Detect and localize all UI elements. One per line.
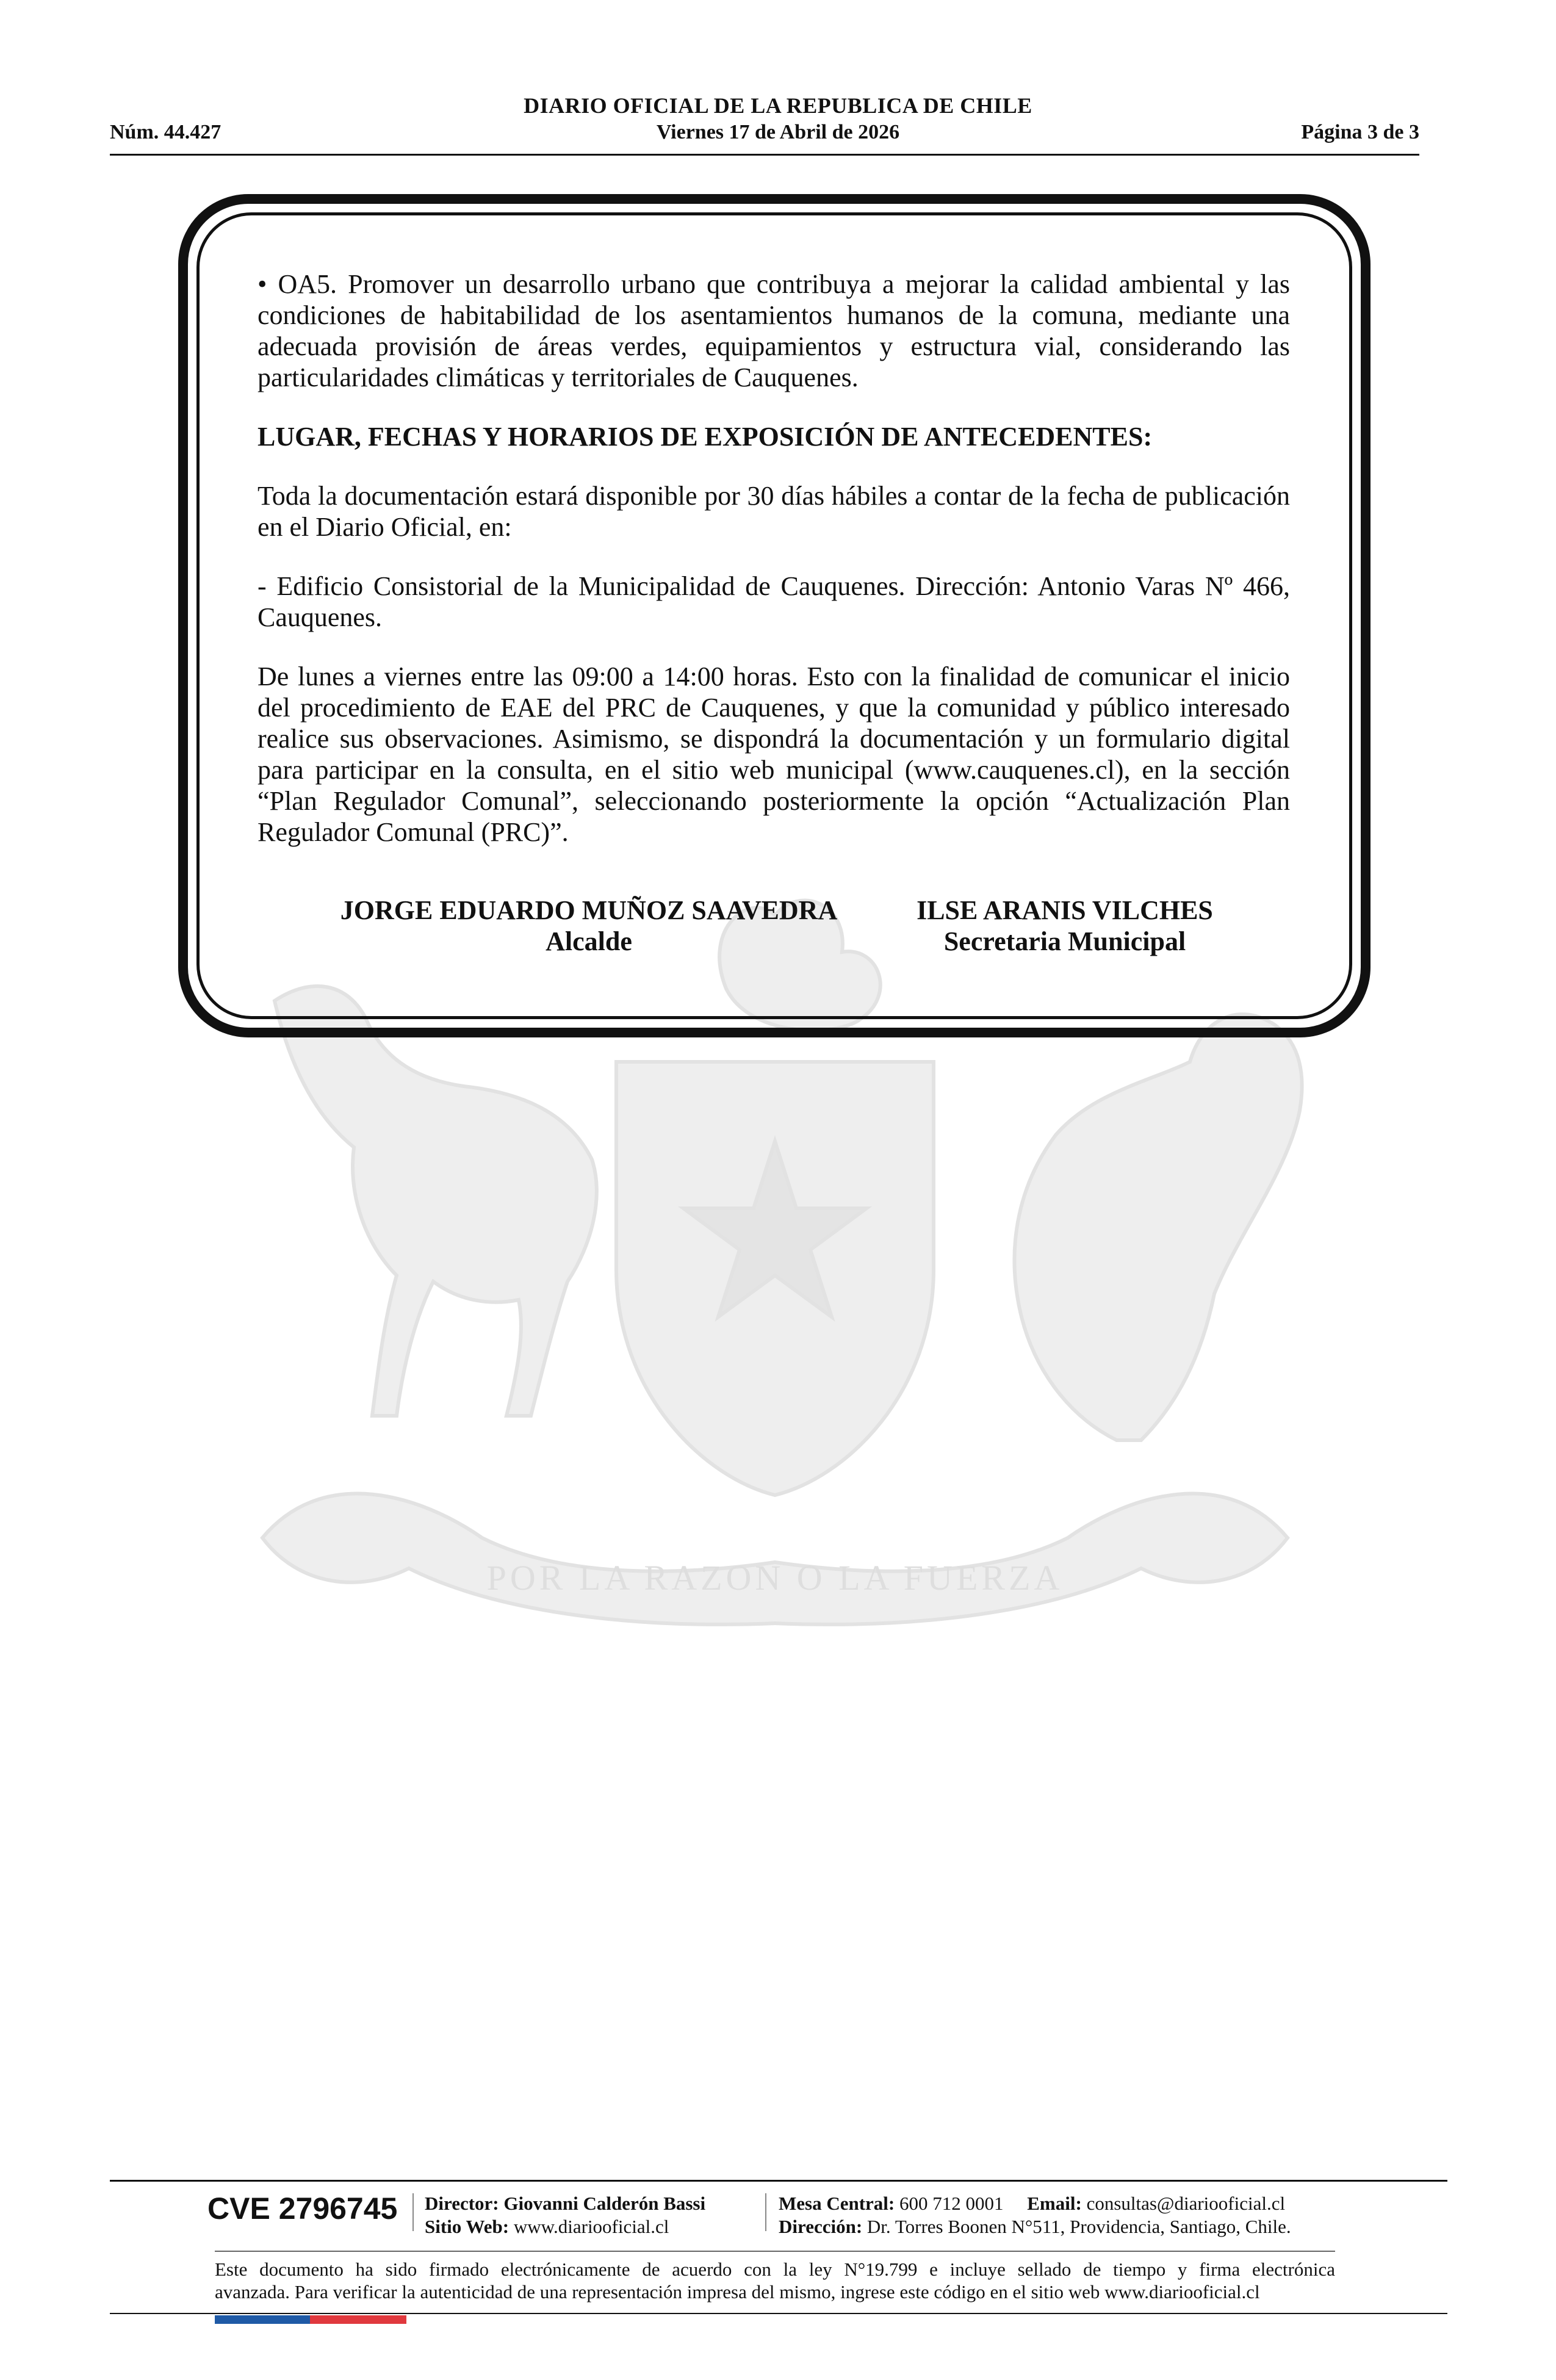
signatory-role: Secretaria Municipal bbox=[943, 926, 1186, 956]
phone-label: Mesa Central: bbox=[779, 2193, 895, 2214]
header-divider bbox=[110, 154, 1419, 156]
page-indicator: Página 3 de 3 bbox=[1301, 121, 1419, 143]
email-label: Email: bbox=[1027, 2193, 1082, 2214]
address-value: Dr. Torres Boonen N°511, Providencia, Santiago, Chile. bbox=[866, 2216, 1291, 2237]
cve-code: CVE 2796745 bbox=[207, 2191, 398, 2226]
footer-contact-block bbox=[779, 2192, 1291, 2238]
signature-secretary bbox=[873, 895, 1257, 957]
signatory-name: ILSE ARANIS VILCHES bbox=[917, 895, 1213, 925]
website-label: Sitio Web: bbox=[425, 2216, 510, 2237]
website-link[interactable]: www.diariooficial.cl bbox=[513, 2216, 669, 2237]
issue-number: Núm. 44.427 bbox=[110, 121, 222, 143]
objective-oa5: • OA5. Promover un desarrollo urbano que contribuya a mejorar la calidad ambiental y las condiciones de habitabilidad de los asentamientos humanos de la comuna, mediante una adecuada provisión de áreas verdes, equipamientos y estructura vial, considerando las particularidades climáticas y territoriales de Cauquenes. bbox=[258, 269, 1290, 392]
footer-separator bbox=[765, 2193, 766, 2231]
footer-separator bbox=[412, 2193, 414, 2231]
director-label: Director: bbox=[425, 2193, 499, 2214]
legal-notice bbox=[215, 2258, 1335, 2303]
footer-divider-top bbox=[110, 2180, 1447, 2182]
address-label: Dirección: bbox=[779, 2216, 863, 2237]
issue-date: Viernes 17 de Abril de 2026 bbox=[656, 121, 900, 143]
email-link[interactable]: consultas@diariooficial.cl bbox=[1086, 2193, 1286, 2214]
signatory-role: Alcalde bbox=[546, 926, 632, 956]
publication-title: DIARIO OFICIAL DE LA REPUBLICA DE CHILE bbox=[524, 93, 1032, 118]
location-paragraph: - Edificio Consistorial de la Municipalidad de Cauquenes. Dirección: Antonio Varas Nº 466, Cauquenes. bbox=[258, 571, 1290, 632]
footer-divider-bottom bbox=[110, 2313, 1447, 2314]
flag-stripe-red bbox=[310, 2315, 406, 2324]
huemul-figure bbox=[275, 986, 597, 1416]
availability-paragraph: Toda la documentación estará disponible por 30 días hábiles a contar de la fecha de publicación en el Diario Oficial, en: bbox=[258, 481, 1290, 542]
signatory-name: JORGE EDUARDO MUÑOZ SAAVEDRA bbox=[340, 895, 838, 925]
phone-value: 600 712 0001 bbox=[899, 2193, 1004, 2214]
condor-figure bbox=[1015, 1014, 1302, 1440]
flag-stripe-blue bbox=[215, 2315, 310, 2324]
notice-content bbox=[258, 269, 1290, 876]
footer-director-block bbox=[425, 2192, 705, 2238]
footer-divider-mid bbox=[215, 2251, 1335, 2252]
signature-mayor bbox=[305, 895, 873, 957]
shield bbox=[616, 1062, 934, 1495]
legal-line: avanzada. Para verificar la autenticidad de una representación impresa del mismo, ingrese este código en el sitio web www.diariooficial.cl bbox=[215, 2281, 1260, 2302]
motto-text: POR LA RAZON O LA FUERZA bbox=[486, 1558, 1064, 1598]
schedule-paragraph: De lunes a viernes entre las 09:00 a 14:00 horas. Esto con la finalidad de comunicar el inicio del procedimiento de EAE del PRC de Cauquenes, y que la comunidad y público interesado realice sus observaciones. Asimismo, se dispondrá la documentación y un formulario digital para participar en la consulta, en el sitio web municipal (www.cauquenes.cl), en la sección “Plan Regulador Comunal”, seleccionando posteriormente la opción “Actualización Plan Regulador Comunal (PRC)”. bbox=[258, 662, 1290, 847]
section-heading: LUGAR, FECHAS Y HORARIOS DE EXPOSICIÓN DE ANTECEDENTES: bbox=[258, 422, 1153, 452]
legal-line: Este documento ha sido firmado electrónicamente de acuerdo con la ley N°19.799 e incluye sellado de tiempo y firma electrónica bbox=[215, 2259, 1335, 2280]
director-name: Giovanni Calderón Bassi bbox=[503, 2193, 706, 2214]
